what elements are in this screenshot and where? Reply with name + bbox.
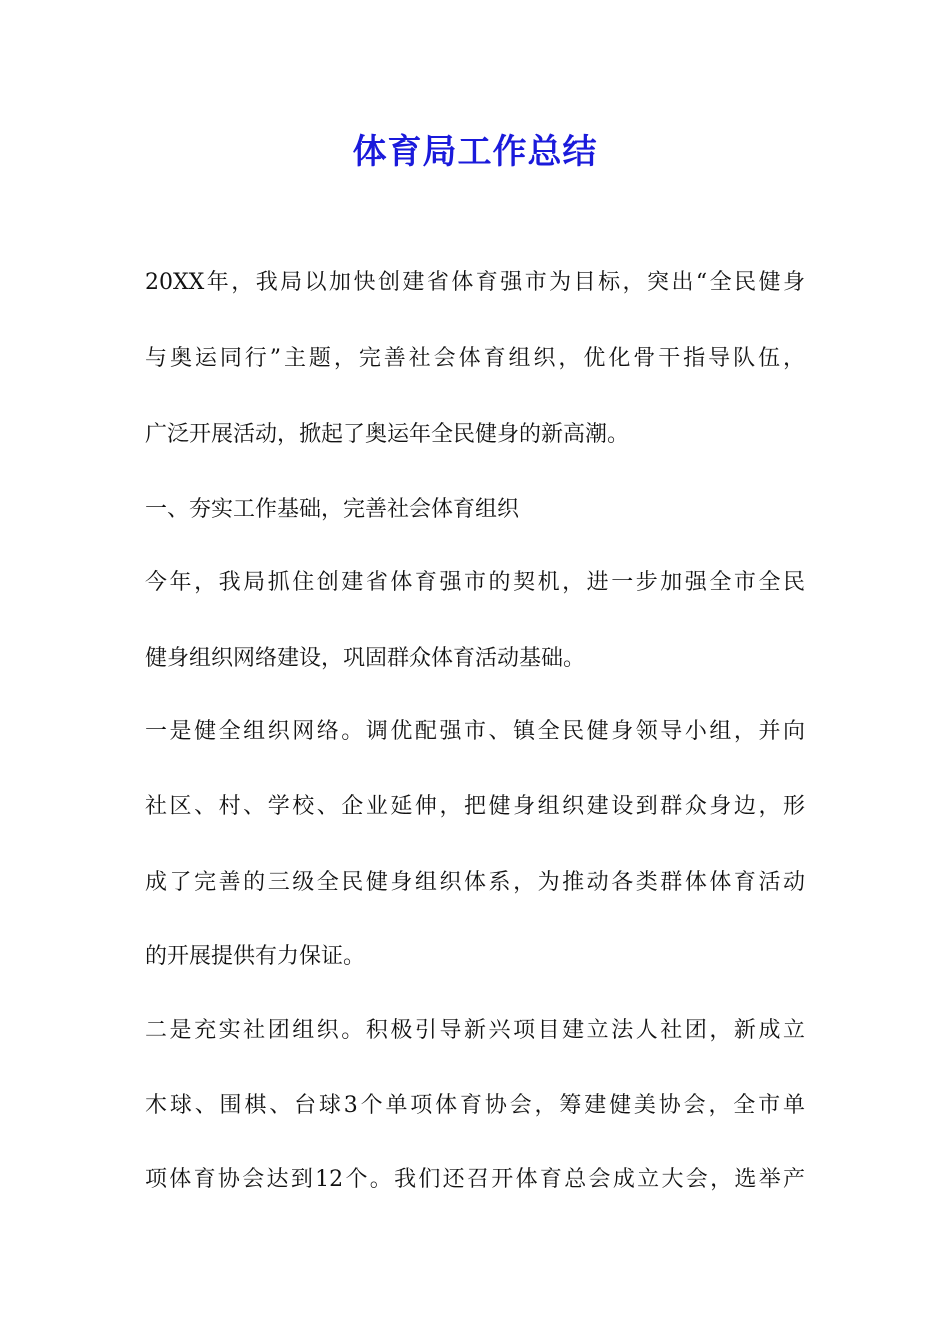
body-line-12: 木球、围棋、台球3个单项体育协会，筹建健美协会，全市单 [145,1093,805,1118]
body-line-11: 二是充实社团组织。积极引导新兴项目建立法人社团，新成立 [145,1018,805,1043]
document-title: 体育局工作总结 [352,132,598,172]
body-line-8: 社区、村、学校、企业延伸，把健身组织建设到群众身边，形 [145,794,805,819]
body-line-7: 一是健全组织网络。调优配强市、镇全民健身领导小组，并向 [145,719,805,744]
body-line-6: 健身组织网络建设，巩固群众体育活动基础。 [145,646,586,671]
body-line-1: 20XX年，我局以加快创建省体育强市为目标，突出“全民健身 [145,270,805,295]
body-line-2: 与奥运同行”主题，完善社会体育组织，优化骨干指导队伍， [145,346,805,371]
body-line-9: 成了完善的三级全民健身组织体系，为推动各类群体体育活动 [145,870,805,895]
body-line-10: 的开展提供有力保证。 [145,944,366,969]
body-line-3: 广泛开展活动，掀起了奥运年全民健身的新高潮。 [145,422,630,447]
section-heading-1: 一、夯实工作基础，完善社会体育组织 [145,497,520,522]
body-line-5: 今年，我局抓住创建省体育强市的契机，进一步加强全市全民 [145,570,805,595]
body-line-13: 项体育协会达到12个。我们还召开体育总会成立大会，选举产 [145,1167,805,1192]
